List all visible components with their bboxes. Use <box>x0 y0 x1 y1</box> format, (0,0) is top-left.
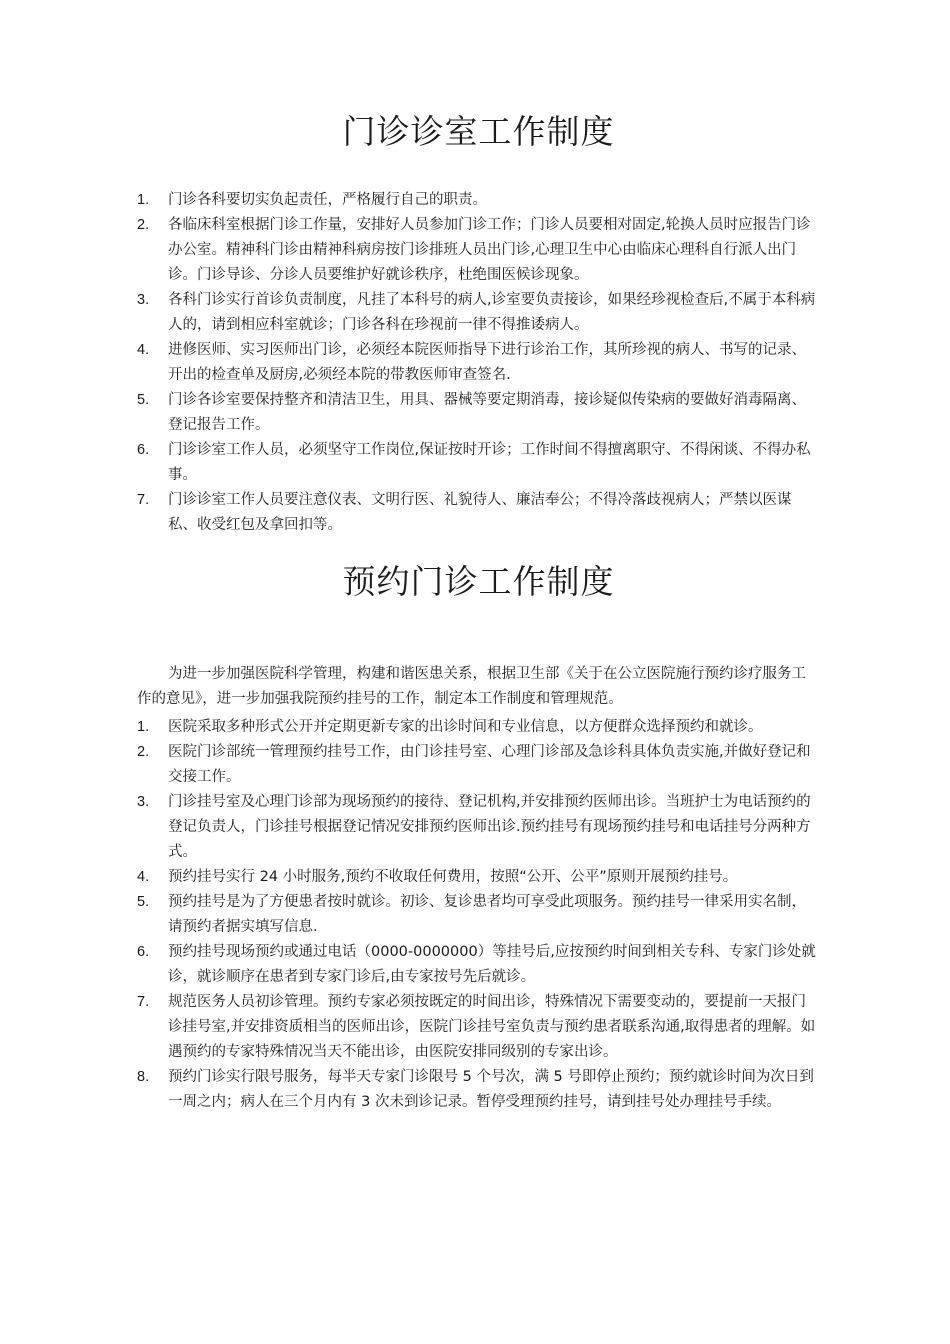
item-number: 5. <box>137 893 150 910</box>
item-number: 6. <box>137 442 150 458</box>
list-item <box>137 338 820 388</box>
item-text: 预约挂号实行 24 小时服务,预约不收取任何费用，按照“公开、公平”原则开展预约挂号。 <box>168 868 738 885</box>
section-2-title: 预约门诊工作制度 <box>342 562 615 601</box>
item-text: 预约挂号是为了方便患者按时就诊。初诊、复诊患者均可享受此项服务。预约挂号一律采用实名制，请预约者据实填写信息. <box>168 893 806 935</box>
item-text: 预约门诊实行限号服务，每半天专家门诊限号 5 个号次，满 5 号即停止预约；预约就诊时间为次日到一周之内；病人在三个月内有 3 次未到诊记录。暂停受理预约挂号，请到挂号处办理挂号手续。 <box>168 1068 814 1110</box>
item-text: 门诊各诊室要保持整齐和清洁卫生，用具、器械等要定期消毒，接诊疑似传染病的要做好消毒隔离、登记报告工作。 <box>168 392 806 433</box>
item-text: 医院门诊部统一管理预约挂号工作，由门诊挂号室、心理门诊部及急诊科具体负责实施,并做好登记和交接工作。 <box>168 743 811 785</box>
list-item <box>137 890 820 940</box>
list-item <box>137 715 820 740</box>
list-item <box>137 388 820 438</box>
list-item <box>137 865 820 890</box>
item-number: 4. <box>137 342 150 358</box>
item-number: 7. <box>137 492 150 508</box>
list-item <box>137 438 820 488</box>
list-item <box>137 940 820 990</box>
item-text: 规范医务人员初诊管理。预约专家必须按既定的时间出诊，特殊情况下需要变动的，要提前一天报门诊挂号室,并安排资质相当的医师出诊，医院门诊挂号室负责与预约患者联系沟通,取得患者的理解。如遇预约的专家特殊情况当天不能出诊，由医院安排同级别的专家出诊。 <box>168 993 816 1060</box>
item-number: 8. <box>137 1068 150 1085</box>
item-text: 门诊挂号室及心理门诊部为现场预约的接待、登记机构,并安排预约医师出诊。当班护士为电话预约的登记负责人，门诊挂号根据登记情况安排预约医师出诊.预约挂号有现场预约挂号和电话挂号分两种方式。 <box>168 793 811 860</box>
item-text: 进修医师、实习医师出门诊，必须经本院医师指导下进行诊治工作，其所珍视的病人、书写的记录、开出的检查单及厨房,必须经本院的带教医师审查签名. <box>168 342 806 383</box>
item-text: 门诊诊室工作人员要注意仪表、文明行医、礼貌待人、廉洁奉公；不得冷落歧视病人；严禁以医谋私、收受红包及拿回扣等。 <box>168 492 792 533</box>
list-item <box>137 790 820 865</box>
section-1-title: 门诊诊室工作制度 <box>342 112 615 151</box>
list-item <box>137 288 820 338</box>
item-number: 2. <box>137 743 150 760</box>
section-2-intro: 为进一步加强医院科学管理，构建和谐医患关系，根据卫生部《关于在公立医院施行预约诊疗服务工作的意见》，进一步加强我院预约挂号的工作，制定本工作制度和管理规范。 <box>137 666 806 707</box>
item-number: 3. <box>137 793 150 810</box>
section-2-list <box>137 715 820 1115</box>
item-number: 2. <box>137 217 150 233</box>
item-number: 1. <box>137 192 150 208</box>
item-text: 医院采取多种形式公开并定期更新专家的出诊时间和专业信息，以方便群众选择预约和就诊。 <box>168 718 763 735</box>
list-item <box>137 990 820 1065</box>
item-text: 各科门诊实行首诊负责制度，凡挂了本科号的病人,诊室要负责接诊，如果经珍视检查后,不属于本科病人的，请到相应科室就诊；门诊各科在珍视前一律不得推诿病人。 <box>168 292 816 333</box>
list-item <box>137 213 820 288</box>
item-number: 3. <box>137 292 150 308</box>
section-1-list <box>137 188 820 538</box>
item-number: 4. <box>137 868 150 885</box>
item-number: 7. <box>137 993 150 1010</box>
item-number: 5. <box>137 392 150 408</box>
item-number: 6. <box>137 943 150 960</box>
item-number: 1. <box>137 718 150 735</box>
item-text: 门诊诊室工作人员，必须坚守工作岗位,保证按时开诊；工作时间不得擅离职守、不得闲谈、不得办私事。 <box>168 442 811 483</box>
list-item <box>137 740 820 790</box>
list-item <box>137 1065 820 1115</box>
item-text: 预约挂号现场预约或通过电话（0000-0000000）等挂号后,应按预约时间到相关专科、专家门诊处就诊，就诊顺序在患者到专家门诊后,由专家按号先后就诊。 <box>168 943 816 985</box>
list-item <box>137 188 820 213</box>
item-text: 门诊各科要切实负起责任，严格履行自己的职责。 <box>168 192 487 208</box>
list-item <box>137 488 820 538</box>
item-text: 各临床科室根据门诊工作量，安排好人员参加门诊工作；门诊人员要相对固定,轮换人员时应报告门诊办公室。精神科门诊由精神科病房按门诊排班人员出门诊,心理卫生中心由临床心理科自行派人出门诊。门诊导诊、分诊人员要维护好就诊秩序，杜绝围医候诊现象。 <box>168 217 811 283</box>
